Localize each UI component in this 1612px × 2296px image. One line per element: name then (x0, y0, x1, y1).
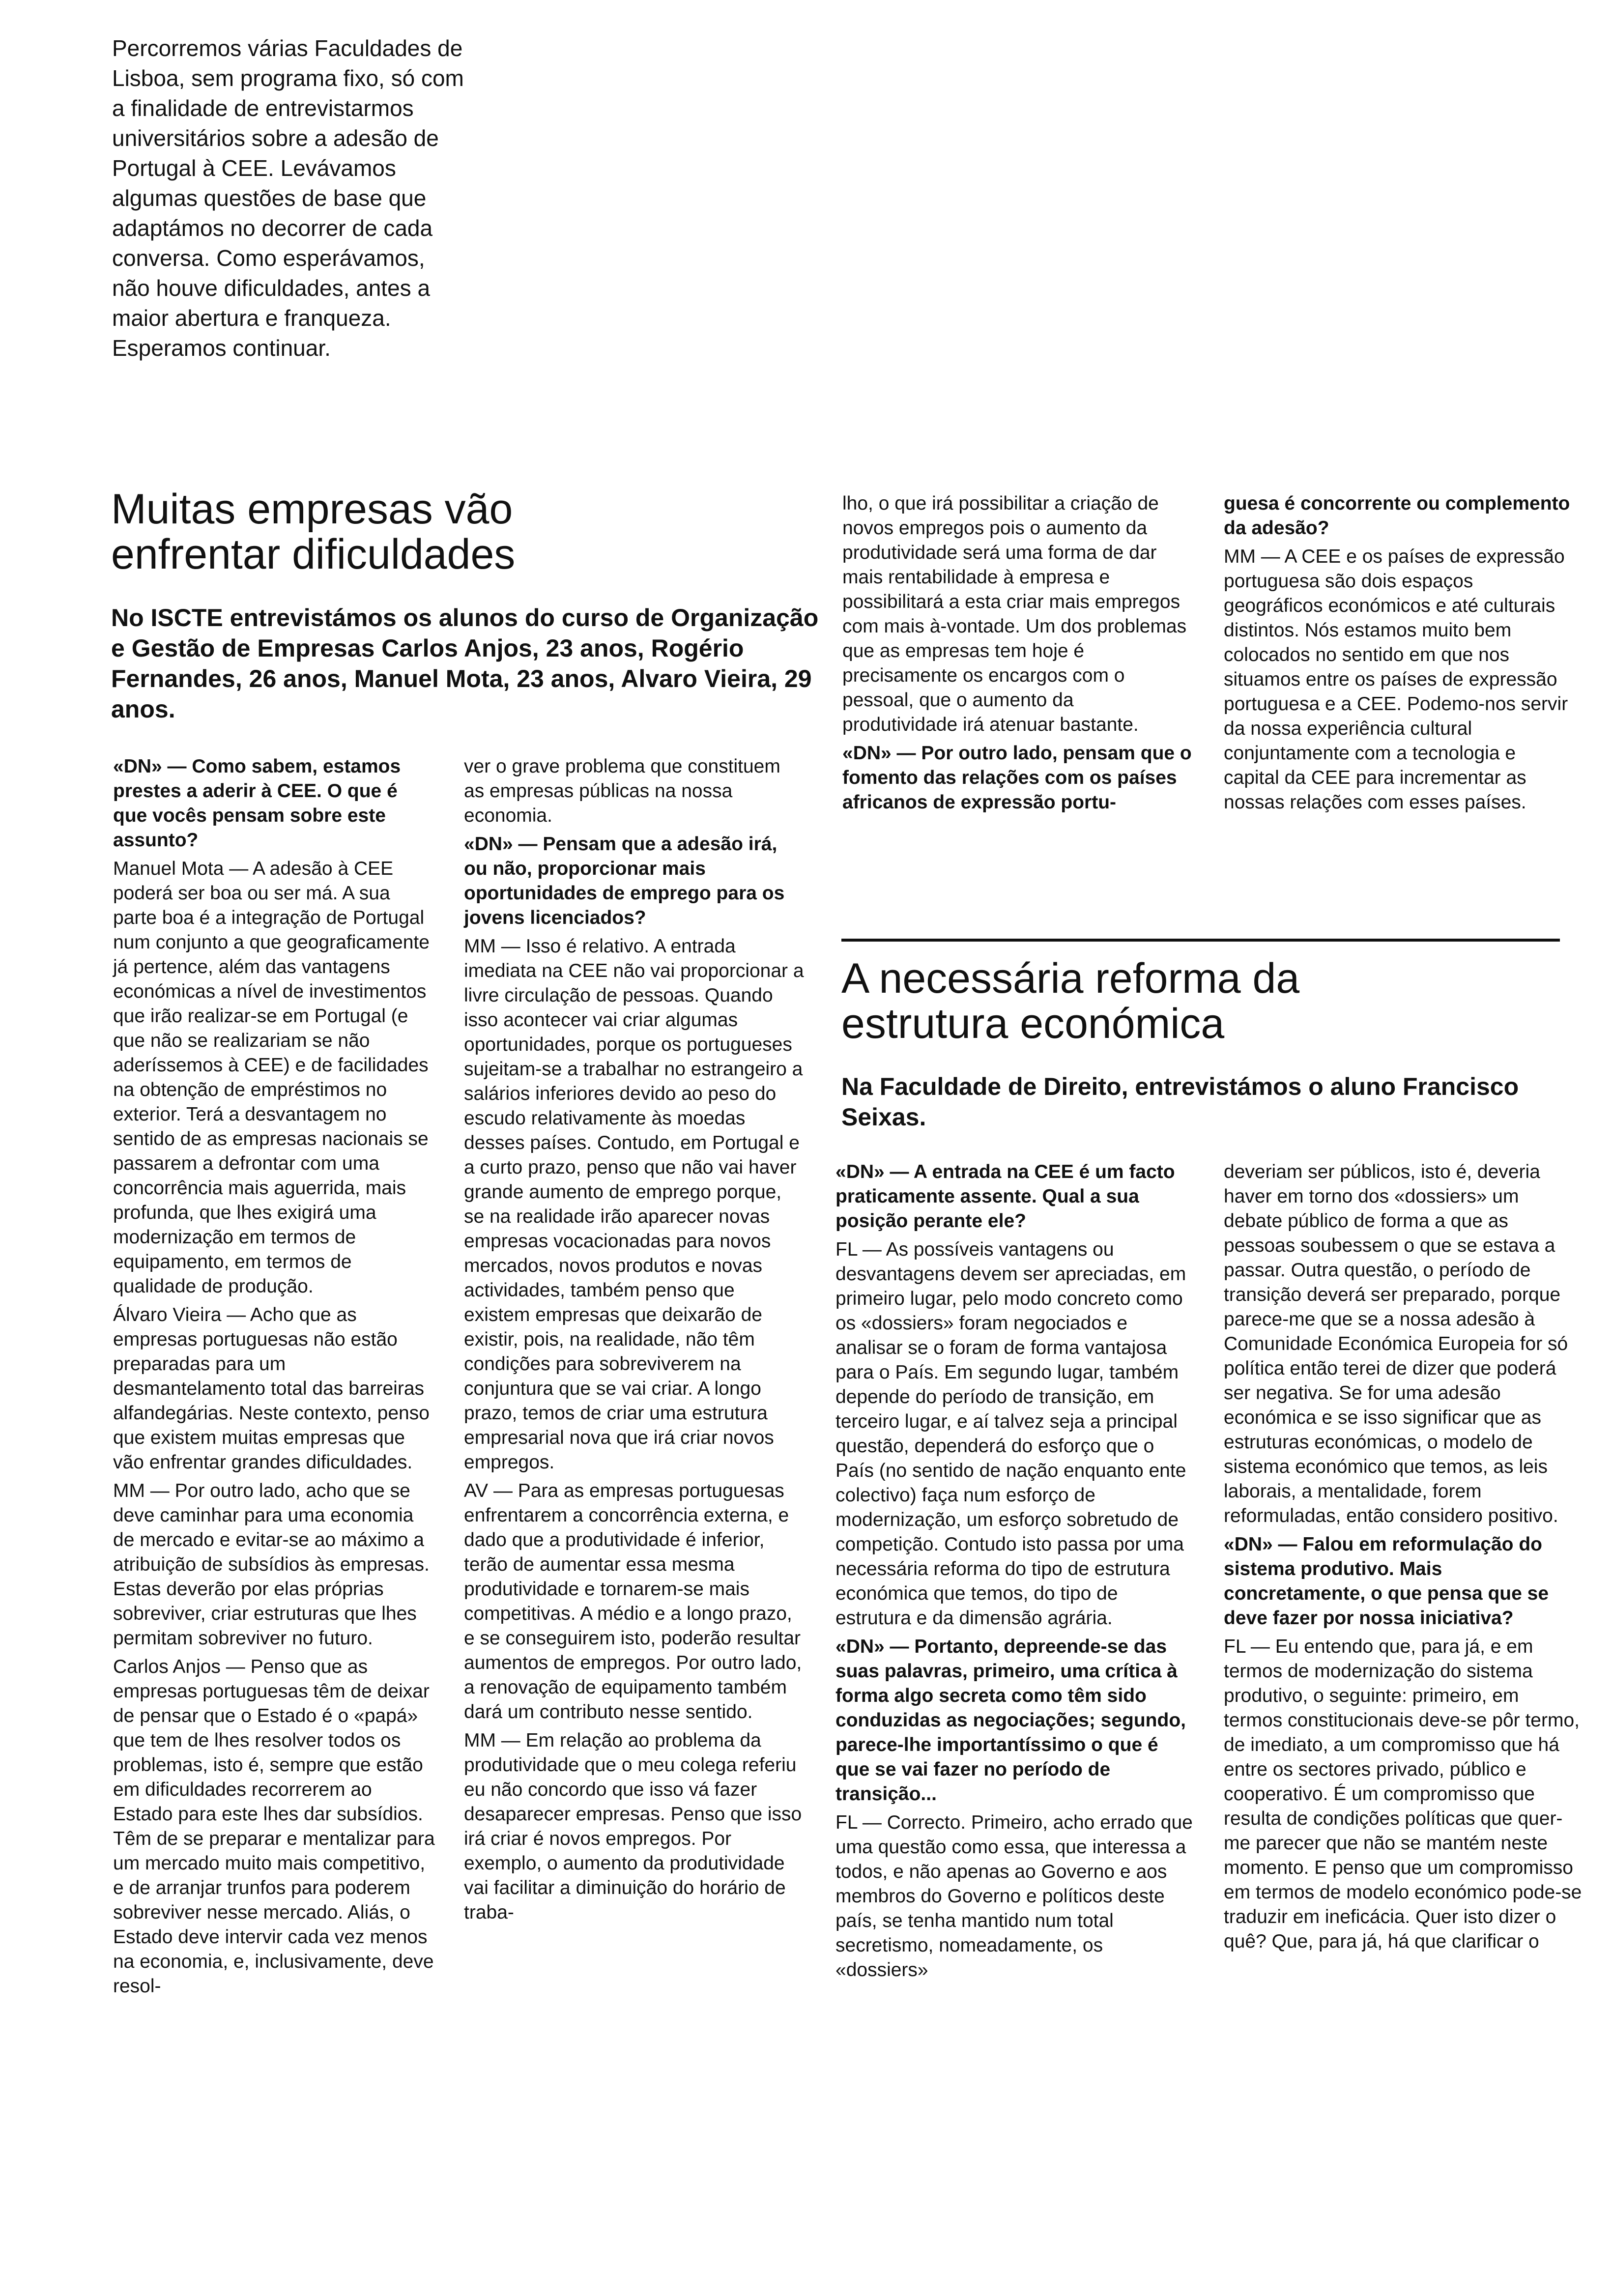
section-divider (841, 939, 1560, 942)
article1-column-1 (113, 754, 435, 1999)
paragraph: MM — A CEE e os países de expressão portuguesa são dois espaços geográficos económicos e até culturais distintos. Nós estamos muito bem colocados no sentido em que nos situamos entre os países de expressão portuguesa e a CEE. Podemo-nos servir da nossa experiência cultural conjuntamente com a tecnologia e capital da CEE para incrementar as nossas relações com esses países. (1224, 546, 1568, 813)
paragraph: lho, o que irá possibilitar a criação de novos empregos pois o aumento da produtividade será uma forma de dar mais rentabilidade à empresa e possibilitará a esta criar mais empregos com mais à-vontade. Um dos problemas que as empresas tem hoje é precisamente os encargos com o pessoal, que o aumento da produtividade irá atenuar bastante. (842, 493, 1187, 735)
paragraph: «DN» — Como sabem, estamos prestes a aderir à CEE. O que é que vocês pensam sobre este assunto? (113, 756, 401, 851)
paragraph: Carlos Anjos — Penso que as empresas portuguesas têm de deixar de pensar que o Estado é o «papá» que tem de lhes resolver todos os problemas, isto é, sempre que estão em dificuldades recorrerem ao Estado para este lhes dar subsídios. Têm de se preparar e mentalizar para um mercado muito mais competitivo, e de arranjar trunfos para poderem sobreviver nesse mercado. Aliás, o Estado deve intervir cada vez menos na economia, e, inclusivamente, deve resol- (113, 1656, 435, 1997)
article1-column-2 (464, 754, 806, 1925)
paragraph: MM — Isso é relativo. A entrada imediata na CEE não vai proporcionar a livre circulação de pessoas. Quando isso acontecer vai criar algumas oportunidades, porque os portugueses sujeitam-se a trabalhar no estrangeiro a salários inferiores devido ao peso do escudo relativamente às moedas desses países. Contudo, em Portugal e a curto prazo, penso que não vai haver grande aumento de emprego porque, se na realidade irão aparecer novas empresas vocacionadas para novos mercados, novos produtos e novas actividades, também penso que existem empresas que deixarão de existir, pois, na realidade, não têm condições para sobreviverem na conjuntura que se vai criar. A longo prazo, temos de criar uma estrutura empresarial nova que irá criar novos empregos. (464, 936, 804, 1473)
article2-column-2 (1224, 1160, 1583, 1954)
intro-text: Percorremos várias Faculdades de Lisboa, sem programa fixo, só com a finalidade de entrevistarmos universitários sobre a adesão de Portugal à CEE. Levávamos algumas questões de base que adaptámos no decorrer de cada conversa. Como esperávamos, não houve dificuldades, antes a maior abertura e franqueza. Esperamos continuar. (112, 35, 464, 361)
paragraph: FL — Correcto. Primeiro, acho errado que uma questão como essa, que interessa a todos, e não apenas ao Governo e aos membros do Governo e políticos deste país, se tenha mantido num total secretismo, nomeadamente, os «dossiers» (835, 1812, 1193, 1980)
paragraph: «DN» — Falou em reformulação do sistema produtivo. Mais concretamente, o que pensa que se deve fazer por nossa iniciativa? (1224, 1534, 1549, 1629)
paragraph: «DN» — Por outro lado, pensam que o fomento das relações com os países africanos de expressão portu- (842, 743, 1192, 813)
article1-lead: No ISCTE entrevistámos os alunos do curso de Organização e Gestão de Empresas Carlos Anjos, 23 anos, Rogério Fernandes, 26 anos, Manuel Mota, 23 anos, Alvaro Vieira, 29 anos. (111, 604, 819, 723)
paragraph: «DN» — Portanto, depreende-se das suas palavras, primeiro, uma crítica à forma algo secreta como têm sido conduzidas as negociações; segundo, parece-lhe importantíssimo o que é que se vai fazer no período de transição... (835, 1636, 1186, 1805)
article2-headline: A necessária reforma da estrutura económica (841, 955, 1300, 1047)
article1-column-4 (1224, 491, 1575, 815)
paragraph: MM — Por outro lado, acho que se deve caminhar para uma economia de mercado e evitar-se ao máximo a atribuição de subsídios às empresas. Estas deverão por elas próprias sobreviver, criar estruturas que lhes permitam sobreviver no futuro. (113, 1480, 430, 1649)
paragraph: FL — As possíveis vantagens ou desvantagens devem ser apreciadas, em primeiro lugar, pelo modo concreto como os «dossiers» foram negociados e analisar se o foram de forma vantajosa para o País. Em segundo lugar, também depende do período de transição, em terceiro lugar, e aí talvez seja a principal questão, dependerá do esforço que o País (no sentido de nação enquanto ente colectivo) faça num esforço de modernização, um esforço sobretudo de competição. Contudo isto passa por uma necessária reforma do tipo de estrutura económica que temos, do tipo de estrutura e da dimensão agrária. (835, 1239, 1186, 1629)
article1-column-3 (842, 491, 1194, 815)
paragraph: guesa é concorrente ou complemento da adesão? (1224, 493, 1570, 539)
paragraph: Álvaro Vieira — Acho que as empresas portuguesas não estão preparadas para um desmantelamento total das barreiras alfandegárias. Neste contexto, penso que existem muitas empresas que vão enfrentar grandes dificuldades. (113, 1304, 430, 1473)
article2-lead: Na Faculdade de Direito, entrevistámos o aluno Francisco Seixas. (841, 1073, 1519, 1131)
paragraph: FL — Eu entendo que, para já, e em termos de modernização do sistema produtivo, o seguinte: primeiro, em termos constitucionais deve-se pôr termo, de imediato, a um compromisso que há entre os sectores privado, público e cooperativo. É um compromisso que resulta de condições políticas que quer-me parecer que não se mantém neste momento. E penso que um compromisso em termos de modelo económico pode-se traduzir em ineficácia. Quer isto dizer o quê? Que, para já, há que clarificar o (1224, 1636, 1582, 1952)
paragraph: Manuel Mota — A adesão à CEE poderá ser boa ou ser má. A sua parte boa é a integração de Portugal num conjunto a que geograficamente já pertence, além das vantagens económicas a nível de investimentos que irão realizar-se em Portugal (e que não se realizariam se não aderíssemos à CEE) e de facilidades na obtenção de empréstimos no exterior. Terá a desvantagem no sentido de as empresas nacionais se passarem a defrontar com uma concorrência mais aguerrida, mais profunda, que lhes exigirá uma modernização em termos de equipamento, em termos de qualidade de produção. (113, 858, 430, 1297)
article2-column-1 (835, 1160, 1194, 1982)
paragraph: deveriam ser públicos, isto é, deveria haver em torno dos «dossiers» um debate público de forma a que as pessoas soubessem o que se estava a passar. Outra questão, o período de transição deverá ser preparado, porque parece-me que se a nossa adesão à Comunidade Económica Europeia for só política então terei de dizer que poderá ser negativa. Se for uma adesão económica e se isso significar que as estruturas económicas, o modelo de sistema económico que temos, as leis laborais, a mentalidade, forem reformuladas, então considero positivo. (1224, 1161, 1568, 1526)
paragraph: «DN» — A entrada na CEE é um facto praticamente assente. Qual a sua posição perante ele? (835, 1161, 1175, 1232)
paragraph: AV — Para as empresas portuguesas enfrentarem a concorrência externa, e dado que a produtividade é inferior, terão de aumentar essa mesma produtividade e tornarem-se mais competitivas. A médio e a longo prazo, e se conseguirem isto, poderão resultar aumentos de empregos. Por outro lado, a renovação de equipamento também dará um contributo nesse sentido. (464, 1480, 802, 1722)
paragraph: «DN» — Pensam que a adesão irá, ou não, proporcionar mais oportunidades de emprego para os jovens licenciados? (464, 833, 785, 928)
paragraph: MM — Em relação ao problema da produtividade que o meu colega referiu eu não concordo que isso vá fazer desaparecer empresas. Penso que isso irá criar é novos empregos. Por exemplo, o aumento da produtividade vai facilitar a diminuição do horário de traba- (464, 1730, 802, 1923)
paragraph: ver o grave problema que constituem as empresas públicas na nossa economia. (464, 756, 780, 826)
article1-headline: Muitas empresas vão enfrentar dificuldades (111, 486, 516, 578)
